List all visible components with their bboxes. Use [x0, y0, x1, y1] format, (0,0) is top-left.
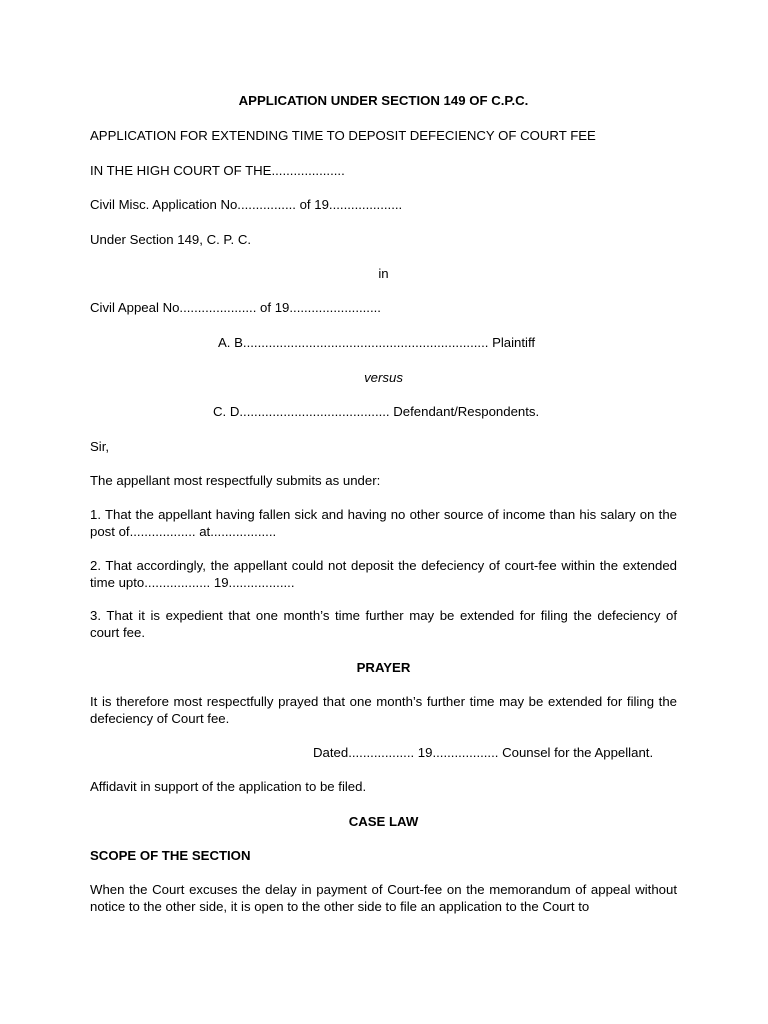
application-number-line: Civil Misc. Application No................ of 19....................	[90, 197, 403, 212]
document-title: APPLICATION UNDER SECTION 149 OF C.P.C.	[238, 93, 529, 108]
in-word: in	[378, 266, 389, 281]
prayer-heading: PRAYER	[356, 660, 411, 675]
plaintiff-line: A. B................................................................... Plaintiff	[218, 335, 536, 350]
versus-word: versus	[364, 370, 403, 385]
point-3: 3. That it is expedient that one month’s time further may be extended for filing the defeciency of court fee.	[90, 608, 677, 640]
document-subtitle: APPLICATION FOR EXTENDING TIME TO DEPOSIT DEFECIENCY OF COURT FEE	[90, 128, 596, 143]
intro-line: The appellant most respectfully submits as under:	[90, 473, 381, 488]
point-1: 1. That the appellant having fallen sick and having no other source of income than his salary on the post of.................. at..................	[90, 507, 677, 539]
salutation: Sir,	[90, 439, 110, 454]
civil-appeal-line: Civil Appeal No..................... of 19.........................	[90, 300, 381, 315]
dated-line: Dated.................. 19.................. Counsel for the Appellant.	[313, 745, 654, 760]
case-law-heading: CASE LAW	[348, 814, 419, 829]
point-2: 2. That accordingly, the appellant could not deposit the defeciency of court-fee within the extended time upto.................. 19..................	[90, 558, 677, 590]
under-section-line: Under Section 149, C. P. C.	[90, 232, 252, 247]
scope-heading: SCOPE OF THE SECTION	[90, 848, 251, 863]
defendant-line: C. D......................................... Defendant/Respondents.	[213, 404, 540, 419]
scope-text: When the Court excuses the delay in payment of Court-fee on the memorandum of appeal without notice to the other side, it is open to the other side to file an application to the Court to	[90, 882, 677, 914]
prayer-text: It is therefore most respectfully prayed that one month’s further time may be extended for filing the defeciency of Court fee.	[90, 694, 677, 726]
affidavit-line: Affidavit in support of the application to be filed.	[90, 779, 367, 794]
court-line: IN THE HIGH COURT OF THE....................	[90, 163, 345, 178]
